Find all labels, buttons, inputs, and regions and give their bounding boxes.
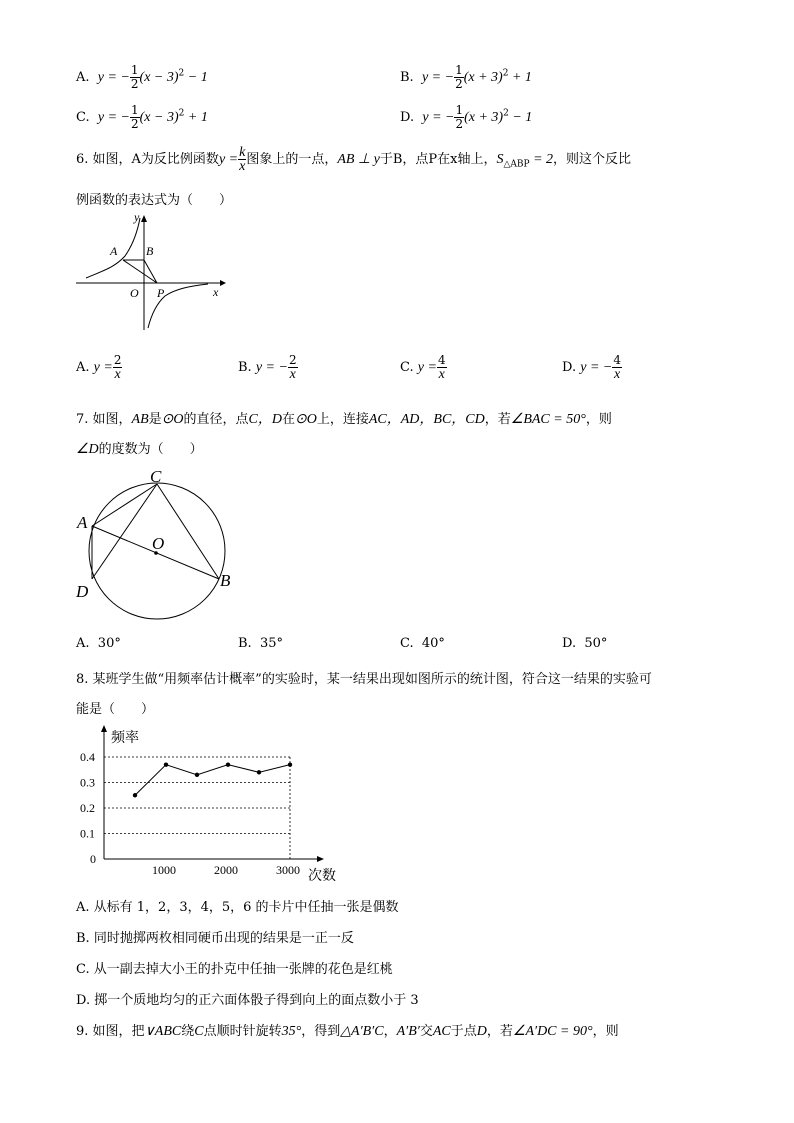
segment-ap <box>123 260 157 283</box>
q8-option-d: D. 掷一个质地均匀的正六面体骰子得到向上的面点数小于 3 <box>76 993 419 1008</box>
chart-point <box>195 773 199 777</box>
q8-option-b: B. 同时抛掷两枚相同硬币出现的结果是一正一反 <box>76 931 354 946</box>
q7-stem-line2: ∠D的度数为（ ） <box>76 442 203 457</box>
chart-ytick-label: 0.3 <box>80 775 95 790</box>
chart-origin-label: 0 <box>90 852 96 866</box>
chart-ytick-label: 0.4 <box>80 750 95 764</box>
chord-cd <box>92 484 157 579</box>
chart-point <box>288 762 292 766</box>
q6-figure <box>70 212 230 334</box>
label-c: C <box>150 467 162 486</box>
label-b: B <box>220 571 231 590</box>
q5-option-a: A. y = − $\frac{1}{2}$ $(x - 3)^2 - 1$ <box>76 63 208 91</box>
chart-point <box>164 762 168 766</box>
chart-xtick-label: 1000 <box>152 863 176 877</box>
q8-option-c: C. 从一副去掉大小王的扑克中任抽一张牌的花色是红桃 <box>76 962 393 977</box>
label-a: A <box>110 244 118 258</box>
chart-ylabel: 频率 <box>111 731 139 746</box>
q6-option-c: C. y = $\frac{4}{x}$ <box>400 353 446 382</box>
q8-stem-line1: 8. 某班学生做“用频率估计概率”的实验时，某一结果出现如图所示的统计图，符合这一结果的实验可 <box>76 672 652 687</box>
chart-xlabel: 次数 <box>308 869 336 884</box>
label-o: O <box>130 286 139 300</box>
label-o: O <box>152 534 165 553</box>
label-p: P <box>157 286 165 300</box>
q7-stem-line1: 7. 如图，AB是⊙O的直径，点C，D在⊙O上，连接AC，AD，BC，CD，若∠BAC = 50°，则 <box>76 412 612 427</box>
chart-xtick-label: 2000 <box>214 863 238 877</box>
q6-stem-line2: 例函数的表达式为（ ） <box>76 193 233 208</box>
frequency-chart <box>70 722 350 888</box>
q6-option-d: D. y = − $\frac{4}{x}$ <box>562 353 621 382</box>
chart-series-line <box>135 765 290 796</box>
chart-ytick-label: 0.2 <box>80 801 95 815</box>
chart-point <box>257 770 261 774</box>
chart-y-axis-arrow <box>101 725 107 732</box>
label-a: A <box>77 513 88 532</box>
label-y: y <box>134 212 140 224</box>
chart-x-axis-arrow <box>317 856 324 862</box>
y-axis-arrow <box>141 215 147 222</box>
q6-option-b: B. y = − $\frac{2}{x}$ <box>238 353 297 382</box>
label-d: D <box>76 582 89 601</box>
q6-option-a: A. y = $\frac{2}{x}$ <box>76 353 122 382</box>
chart-ytick-label: 0.1 <box>80 826 95 841</box>
q5-option-d: D. y = − $\frac{1}{2}$ $(x + 3)^2 - 1$ <box>400 103 533 131</box>
x-axis-arrow <box>220 280 226 286</box>
q8-option-a: A. 从标有 1，2，3，4，5，6 的卡片中任抽一张是偶数 <box>76 900 399 915</box>
chord-ac <box>92 484 157 526</box>
chart-point <box>226 762 230 766</box>
q7-figure <box>72 466 242 626</box>
chord-bc <box>157 484 219 579</box>
chart-point <box>133 793 137 797</box>
q7-option-a: A. 30° <box>76 636 121 651</box>
q5-option-c: C. y = − $\frac{1}{2}$ $(x - 3)^2 + 1$ <box>76 103 208 131</box>
q9-stem-line1: 9. 如图，把∨ABC绕C点顺时针旋转35°，得到△A′B′C，A′B′交AC于点D，若∠A′DC = 90°，则 <box>76 1024 619 1039</box>
q5-option-b: B. y = − $\frac{1}{2}$ $(x + 3)^2 + 1$ <box>400 63 532 91</box>
label-b: B <box>146 244 154 258</box>
q7-option-b: B. 35° <box>238 636 283 651</box>
segment-bp <box>144 260 157 283</box>
q7-option-c: C. 40° <box>400 636 445 651</box>
q6-stem-line1: 6. 如图，A为反比例函数y = $\frac{k}{x}$ 图象上的一点，AB ⊥ y于B，点P在x轴上，$S_{\triangle ABP} = 2$，则这个反比 <box>76 145 632 174</box>
q8-stem-line2: 能是（ ） <box>76 702 155 717</box>
chart-xtick-label: 3000 <box>276 863 300 877</box>
label-x: x <box>213 285 219 299</box>
q7-option-d: D. 50° <box>562 636 608 651</box>
